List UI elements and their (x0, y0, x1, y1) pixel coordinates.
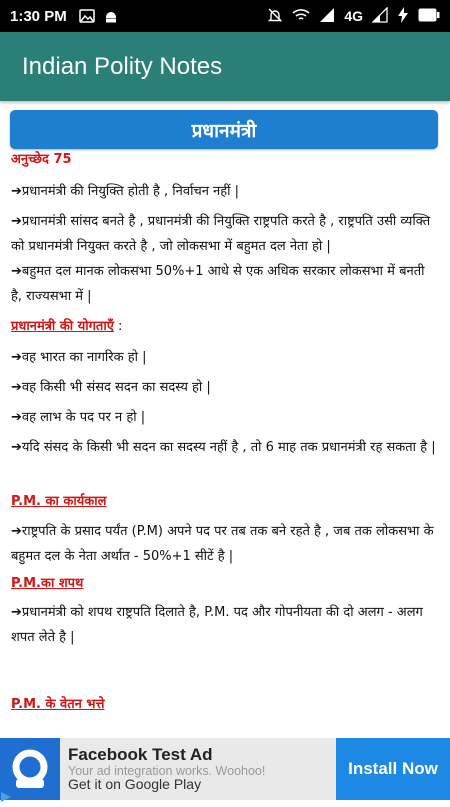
app-bar (0, 32, 450, 101)
android-notification-icon (103, 8, 119, 24)
ad-body: Your ad integration works. Woohoo! (68, 764, 266, 778)
status-icons (267, 7, 440, 26)
intro-point-1: ➔प्रधानमंत्री की नियुक्ति होती है , निर्वाचन नहीं | (11, 184, 240, 199)
tenure-text: ➔राष्ट्रपति के प्रसाद पर्यंत (P.M) अपने पद पर तब तक बने रहते है , जब तक लोकसभा के बहुमत दल के नेता अर्थात - 50%+1 सीटें है | (11, 524, 434, 564)
intro-point-2: ➔प्रधानमंत्री सांसद बनते है , प्रधानमंत्री की नियुक्ति राष्ट्रपति करते है , राष्ट्रपति उसी व्यक्ति को प्रधानमंत्री नियुक्त करते है , जो लोकसभा में बहुमत दल नेता हो | (11, 214, 431, 254)
qualification-2: ➔वह किसी भी संसद सदन का सदस्य हो | (11, 380, 211, 395)
qualification-1: ➔वह भारत का नागरिक हो | (11, 350, 147, 365)
status-bar (0, 0, 450, 32)
signal-icon (319, 7, 335, 26)
qualifications-heading-suffix: : (113, 319, 123, 334)
adchoices-icon[interactable] (0, 788, 12, 800)
charging-icon (397, 7, 409, 26)
status-time: 1:30 PM (10, 7, 67, 25)
signal-2-icon (372, 7, 388, 26)
qualifications-heading: प्रधानमंत्री की योगताएँ (11, 319, 114, 334)
vibrate-off-icon (267, 7, 283, 26)
qualifications-heading-line (11, 314, 439, 339)
battery-icon (418, 8, 440, 25)
tenure-heading: P.M. का कार्यकाल (11, 494, 107, 509)
image-notification-icon (79, 8, 95, 24)
app-title: Indian Polity Notes (22, 52, 223, 80)
wifi-icon (292, 7, 310, 26)
article-heading: अनुच्छेद 75 (11, 152, 72, 167)
oath-heading: P.M.का शपथ (11, 576, 84, 591)
oath-text: ➔प्रधानमंत्री को शपथ राष्ट्रपति दिलाते है, P.M. पद और गोपनीयता की दो अलग - अलग शपत लेते है | (11, 605, 423, 645)
topic-banner: प्रधानमंत्री (10, 110, 438, 149)
qualification-4: ➔यदि संसद के किसी भी सदन का सदस्य नहीं है , तो 6 माह तक प्रधानमंत्री रह सकता है | (11, 440, 436, 455)
qualification-3: ➔वह लाभ के पद पर न हो | (11, 410, 146, 425)
ad-cta[interactable]: Get it on Google Play (68, 776, 202, 792)
notes-content[interactable] (0, 101, 450, 738)
network-type: 4G (344, 8, 363, 24)
ad-banner[interactable] (0, 738, 450, 800)
ad-headline[interactable]: Facebook Test Ad (68, 745, 213, 764)
intro-point-3: ➔बहुमत दल मानक लोकसभा 50%+1 आधे से एक अधिक सरकार लोकसभा में बनती है, राज्यसभा में | (11, 264, 425, 304)
salary-heading: P.M. के वेतन भत्ते (11, 697, 105, 712)
install-now-button[interactable]: Install Now (336, 738, 450, 800)
